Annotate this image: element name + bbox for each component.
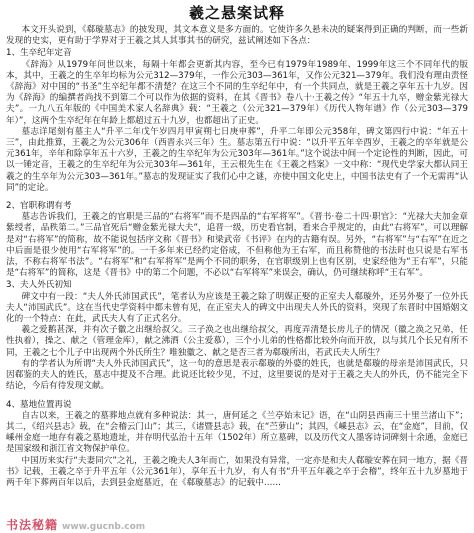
spacer xyxy=(6,194,468,200)
section-heading: 3、夫人外氏初知 xyxy=(6,280,72,291)
section-paragraph: 自古以来，王羲之的墓葬地点就有多种说法：其一，唐何延之《兰亭始末记》语，在“山阴县西南三十里兰渚山下”；其二，《绍兴县志》载，在“会稽云门山”；其三，《诸暨县志》载，在“苎萝山”；其四，《嵊县志》云，在“金庭”，目前，仅嵊州金庭一地存有羲之墓地遗址，并存明代弘治十五年（1502年）所立墓碑，以及历代文人墨客诗词碑刻十余通，金庭已是国家级和浙江省文物保护单位。 xyxy=(6,410,468,455)
section-wife xyxy=(6,280,468,392)
section-heading: 1、生卒纪年定音 xyxy=(6,48,72,59)
section-tomb xyxy=(6,400,468,490)
section-paragraph: 羲之爱鹅甚深，并有次子徽之出继给叔父。三子涣之也出继给叔父，再度弄清楚长房儿子的情况（徽之涣之兄弟，任性执着），操之、献之（管理金库），献之沸洒（公主爱慕），三个小儿弟的性格都比较外向而开放，以与其几个长兄有所不同，王羲之七个儿子中出现两个外氏所生？唯独徽之、献之是否三者为郗璇所出，若武氏夫人所生？ xyxy=(6,325,468,358)
article-title: 羲之悬案试释 xyxy=(188,4,285,22)
intro-paragraph: 本文开头说到，《郗璇墓志》的披发现，其文本意义是多方面的。它使许多久悬未决的疑案得到正确的判断，而一些新发现的史实，更有助于学界对于王羲之其人其事其书的研究，兹试阐述如下各点： xyxy=(6,25,468,47)
section-paragraph: 碑文中有一段：“夫人外氏沛国武氏”，笔者认为应该是王羲之除了明媒正娶的正室夫人郗璇外，还另外娶了一位外氏夫人“沛国武氏”。这在当代史学资料中都未曾有见，在正室夫人的碑文中出现夫人外氏的资料，突现了东晋时中国婚姻文化的一个特点：在此，武氏夫人有了正式名分。 xyxy=(6,291,468,325)
section-paragraph: 中国历来实行“夫妻同穴”之礼，王羲之晚夫人3年而亡，如果没有异常，一定亦是和夫人郗璇安葬在同一地方，据《晋书》记载，王羲之卒于升平五年（公元361年），享年五十九岁，有人有书“升平五年羲之卒于会稽”，终年五十九岁墓地于两千年下葬两百年以后，去到县金庭墓近，在《郗璇墓志》的记载中…… xyxy=(6,455,468,488)
watermark-text: 书法秘籍 xyxy=(6,518,59,532)
site-watermark xyxy=(6,516,145,530)
watermark-url: www.gucnb.com xyxy=(62,522,146,532)
section-paragraph: 墓志告诉我们，王羲之的官职是三品的“右将军”而不是四品的“右军将军”。《晋书·卷二十四·职官》：“光禄大夫加金章紫绶者，品秩第二。”三品官死后“赠金紫光禄大夫”，追晋一级，历史看官制，看来合乎规定的，由此“右将军”，可以理解是对“右将军”的简称，故不能说包括序文称《晋书》和梁武帝《书评》在内的古籍有误。另外，“右将军”与“右军”在近之中后面是很少使用“右军将军”的。一千多年来已经约定俗成，不但称他为王右军，而且称赞他的书法时也只说是右军书法，不称右将军书法”。“右将军”和“右军将军”是两个不同的职务，在官职级别上也有区别，史家经他为“王右军”，只能是“右将军”的简称，这是《晋书》中的第二个问题，不必以“右军将军”来误会，确认，仍可继续称呼“王右军”。 xyxy=(6,212,468,279)
section-paragraph: 墓志详尾刻有墓主人“升平二年戊午岁四月甲寅朔七日庚申葬”，升平二年即公元358年，碑文第四行中说：“年五十三”，由此推算，王羲之为公元306年（西晋永兴三年）生。墓志第五行中说：“以升平五年辛酉岁，王羲之的卒年就是公元361年，辛年和除享年五十六岁，王羲之的生卒纪年为公元303年—361年。”这个说法中间一个定论性的判断，因此，可以一锤定音，王羲之的生卒纪年为公元303年—361年，王云根先生在《王羲之档案》一文中称：“现代史学家大都认同王羲之的生卒年为公元303—361年。”墓志的发现证实了我们心中之谜，亦使中国文化史上，中国书法史有了一个无需再“认同”的定论。 xyxy=(6,126,468,193)
spacer xyxy=(6,393,468,399)
section-official-title xyxy=(6,201,468,279)
section-lifespan xyxy=(6,48,468,194)
section-heading: 4、墓地位置再说 xyxy=(6,399,72,410)
section-paragraph: 《辞海》从1979年问世以来，每隔十年都会更新其内容，至今已有1979年1989年、1999年这三个不同年代的版本，其中，王羲之的生卒年均标为公元312—379年，一作公元303—361年，又作公元321—379年。我们没有理由责怪《辞海》对中国的“书圣”生卒纪年都不清楚？在这三个不同的生卒纪年中，有一个共同点，就是王羲之享年五十九岁。因为《辞海》的编撰者尚找不到第二个可以作为依据的资料，在其《晋书》卷八十·王羲之传》“年五十九卒，赠金紫光禄大夫”。一九八五年版的《中国美术家人名辞典》载：“王羲之（公元321—379年）《历代人物年谱》作（公元303—379年）”，这两个生卒纪年在年龄上都超过五十九岁，也都超出了正史。 xyxy=(6,59,468,126)
section-paragraph: 有的学者认为所谓“夫人外氏沛国武氏”，这一句的意思是表示郗璇的外婆的姓氏，也就是郗璇的母亲是沛国武氏，只因郗鉴的夫人的姓氏，墓志中提及不合理。此说还比较少见，不过，这里要说的是对于王羲之夫人的外氏，仍不能完全下结论，今后有待发现文献。 xyxy=(6,358,468,392)
section-heading: 2、官职称谓有考 xyxy=(6,201,72,212)
